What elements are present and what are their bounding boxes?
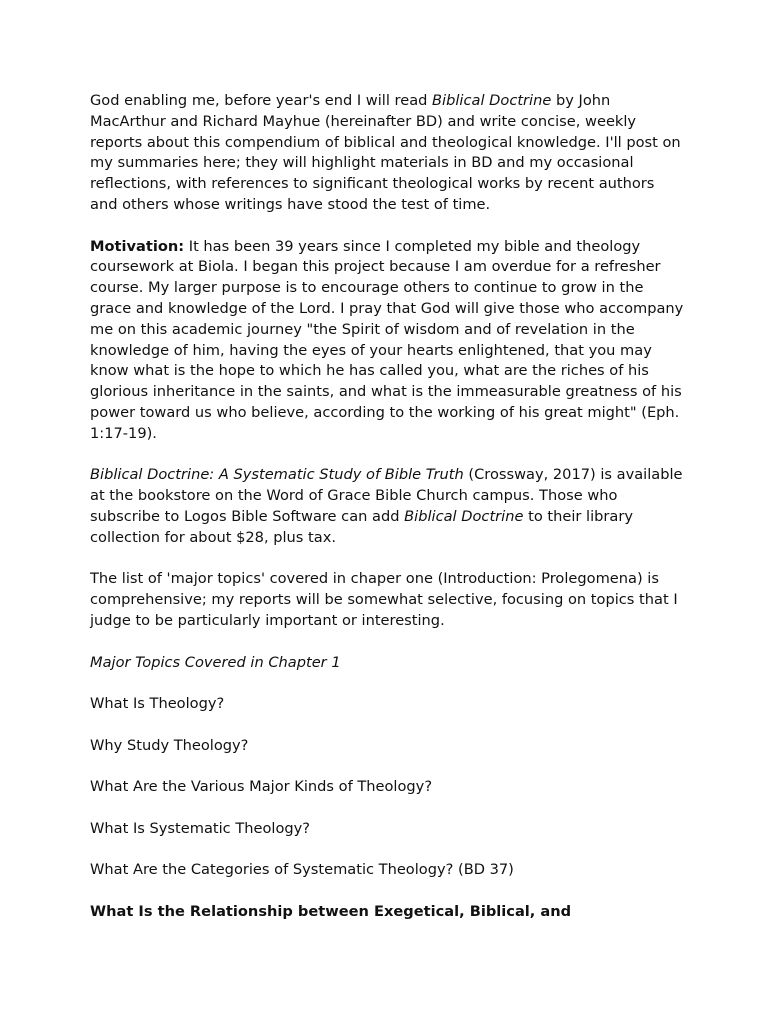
intro-text-1: God enabling me, before year's end I will read xyxy=(90,92,433,109)
availability-paragraph xyxy=(90,465,684,548)
motivation-paragraph xyxy=(90,237,684,445)
topic-item: What Are the Various Major Kinds of Theology? xyxy=(90,778,433,796)
book-title-2: Biblical Doctrine xyxy=(404,507,524,525)
topic-item: What Is Theology? xyxy=(90,695,225,713)
topics-heading xyxy=(90,653,684,674)
final-heading-text: What Is the Relationship between Exegetical, Biblical, and xyxy=(90,903,572,921)
document-body xyxy=(90,91,684,944)
topics-intro-paragraph: The list of 'major topics' covered in chaper one (Introduction: Prolegomena) is comprehensive; my reports will be somewhat selective, focusing on topics that I judge to be particularly important or interesting. xyxy=(90,570,678,629)
availability-text-2: to their library collection for about $28, plus tax. xyxy=(90,507,633,546)
motivation-label: Motivation: xyxy=(90,237,185,255)
topic-item: What Are the Categories of Systematic Theology? (BD 37) xyxy=(90,861,514,879)
topic-item: Why Study Theology? xyxy=(90,736,249,754)
intro-paragraph xyxy=(90,91,684,216)
book-title: Biblical Doctrine xyxy=(432,92,552,109)
final-heading xyxy=(90,902,684,923)
topics-heading-text: Major Topics Covered in Chapter 1 xyxy=(90,653,341,671)
book-full-title: Biblical Doctrine: A Systematic Study of Bible Truth xyxy=(90,466,464,484)
availability-text-1: (Crossway, 2017) is available at the bookstore on the Word of Grace Bible Church campus. Those who subscribe to Logos Bible Software can add xyxy=(90,466,683,525)
motivation-text: It has been 39 years since I completed my bible and theology coursework at Biola. I began this project because I am overdue for a refresher course. My larger purpose is to encourage others to continue to grow in the grace and knowledge of the Lord. I pray that God will give those who accompany me on this academic journey "the Spirit of wisdom and of revelation in the knowledge of him, having the eyes of your hearts enlightened, that you may know what is the hope to which he has called you, what are the riches of his glorious inheritance in the saints, and what is the immeasurable greatness of his power toward us who believe, according to the working of his great might" (Eph. 1:17-19). xyxy=(90,237,684,442)
topic-item: What Is Systematic Theology? xyxy=(90,819,311,837)
intro-text-2: by John MacArthur and Richard Mayhue (hereinafter BD) and write concise, weekly reports about this compendium of biblical and theological knowledge. I'll post on my summaries here; they will highlight materials in BD and my occasional reflections, with references to significant theological works by recent authors and others whose writings have stood the test of time. xyxy=(90,92,681,213)
